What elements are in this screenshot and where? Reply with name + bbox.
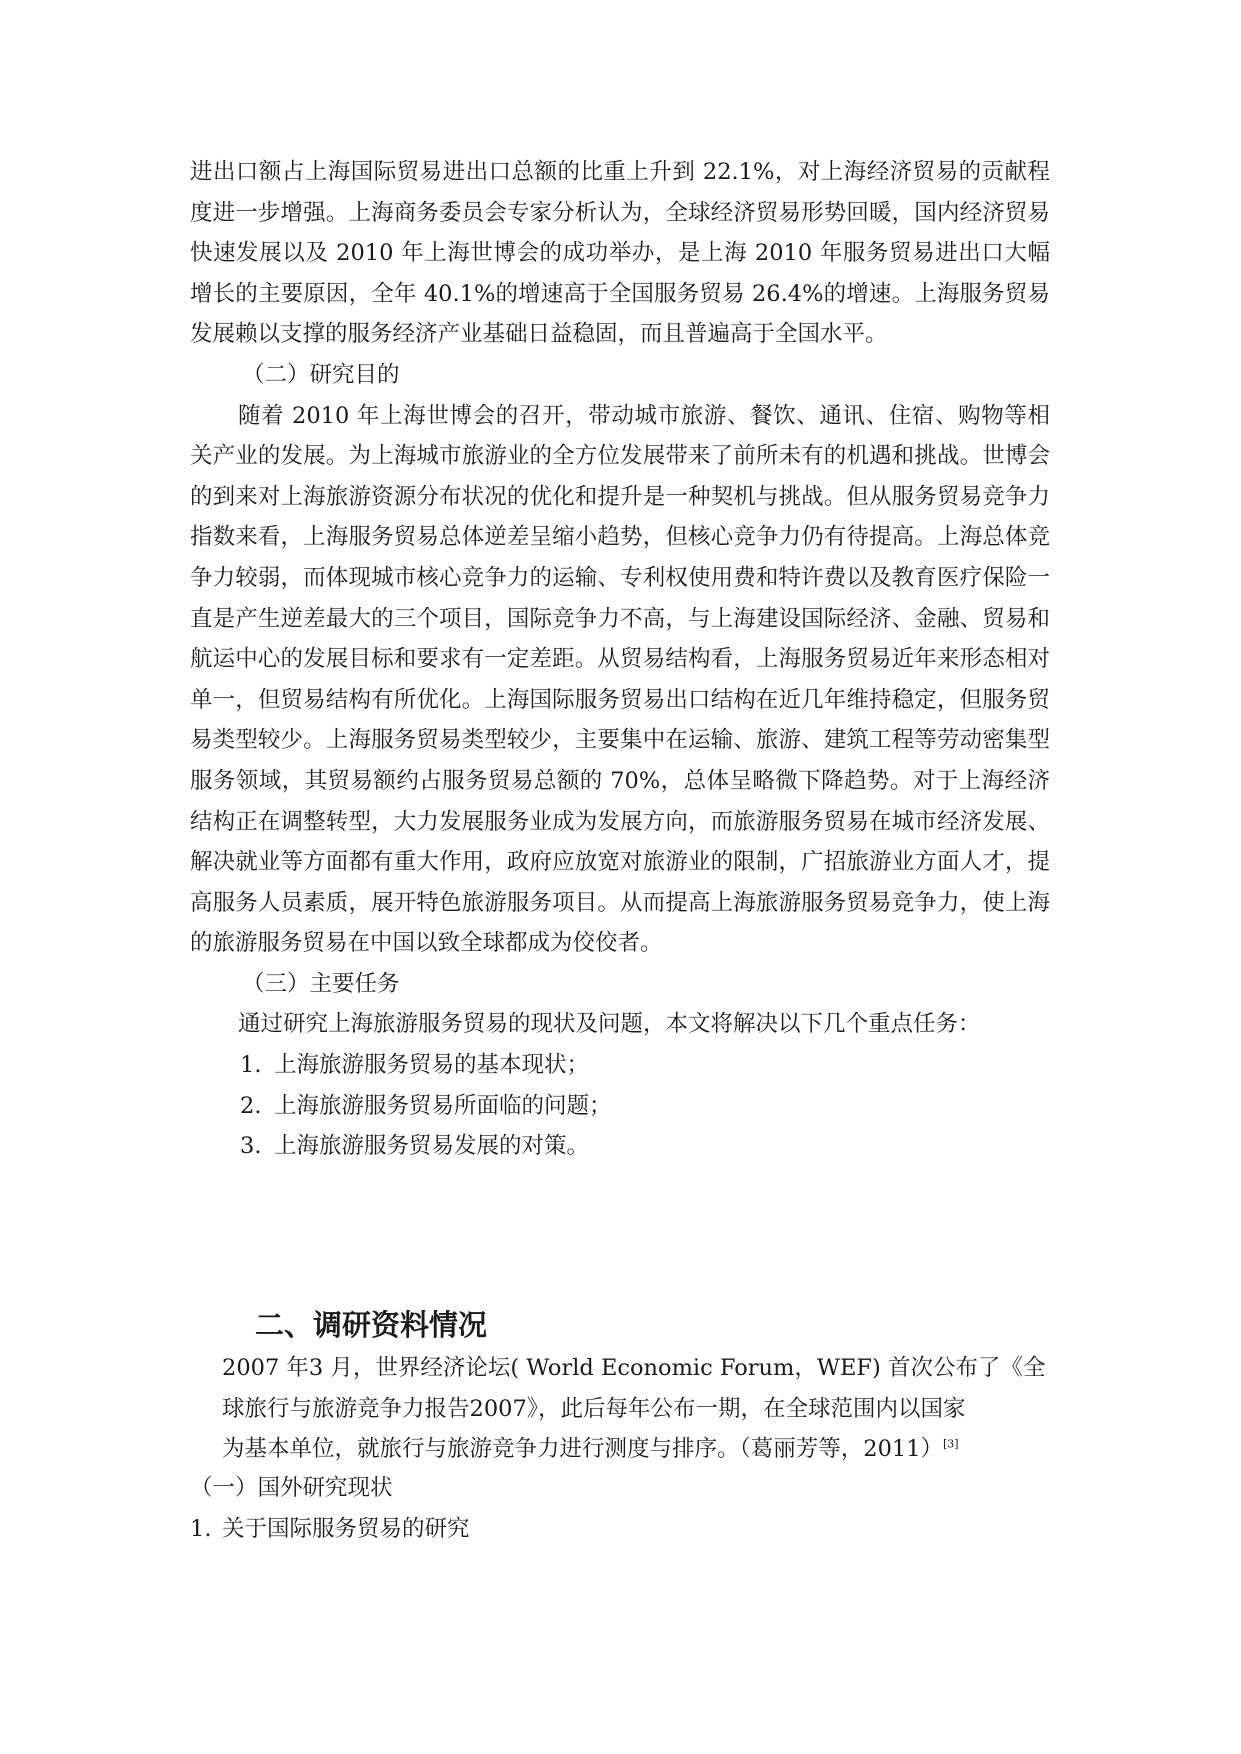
task-number: 2. [240, 1092, 262, 1119]
task-list-item [190, 1086, 1050, 1127]
foreign-research-item [190, 1509, 1050, 1550]
intro-paragraph: 进出口额占上海国际贸易进出口总额的比重上升到 22.1%，对上海经济贸易的贡献程度进一步增强。上海商务委员会专家分析认为，全球经济贸易形势回暖，国内经济贸易快速发展以及 2010 年上海世博会的成功举办，是上海 2010 年服务贸易进出口大幅增长的主要原因，全年 40.1%的增速高于全国服务贸易 26.4%的增速。上海服务贸易发展赖以支撑的服务经济产业基础日益稳固，而且普遍高于全国水平。 [190, 159, 1050, 348]
research-materials-line: 球旅行与旅游竞争力报告2007》，此后每年公布一期，在全球范围内以国家 [222, 1395, 966, 1422]
item-text: 关于国际服务贸易的研究 [222, 1515, 470, 1542]
task-number: 3. [240, 1133, 262, 1160]
task-text: 上海旅游服务贸易所面临的问题； [274, 1092, 612, 1119]
task-list-item [190, 1045, 1050, 1086]
section-heading-research-materials: 二、调研资料情况 [255, 1308, 488, 1342]
research-materials-text: 为基本单位，就旅行与旅游竞争力进行测度与排序。（葛丽芳等，2011） [222, 1436, 944, 1463]
task-list-item [190, 1126, 1050, 1167]
item-number: 1. [190, 1515, 212, 1542]
subsection-heading-research-purpose: （二）研究目的 [242, 361, 400, 388]
research-materials-body [222, 1348, 1072, 1470]
research-materials-line [222, 1429, 1072, 1470]
document-body [190, 152, 1050, 1167]
research-materials-line: 2007 年3 月，世界经济论坛( World Economic Forum，WEF) 首次公布了《全 [222, 1355, 1046, 1381]
main-tasks-intro: 通过研究上海旅游服务贸易的现状及问题，本文将解决以下几个重点任务： [238, 1011, 981, 1038]
foreign-research-section [190, 1468, 1050, 1549]
research-purpose-paragraph: 随着 2010 年上海世博会的召开，带动城市旅游、餐饮、通讯、住宿、购物等相关产业的发展。为上海城市旅游业的全方位发展带来了前所未有的机遇和挑战。世博会的到来对上海旅游资源分布状况的优化和提升是一种契机与挑战。但从服务贸易竞争力指数来看，上海服务贸易总体逆差呈缩小趋势，但核心竞争力仍有待提高。上海总体竞争力较弱，而体现城市核心竞争力的运输、专利权使用费和特许费以及教育医疗保险一直是产生逆差最大的三个项目，国际竞争力不高，与上海建设国际经济、金融、贸易和航运中心的发展目标和要求有一定差距。从贸易结构看，上海服务贸易近年来形态相对单一，但贸易结构有所优化。上海国际服务贸易出口结构在近几年维持稳定，但服务贸易类型较少。上海服务贸易类型较少，主要集中在运输、旅游、建筑工程等劳动密集型服务领域，其贸易额约占服务贸易总额的 70%，总体呈略微下降趋势。对于上海经济结构正在调整转型，大力发展服务业成为发展方向，而旅游服务贸易在城市经济发展、解决就业等方面都有重大作用，政府应放宽对旅游业的限制，广招旅游业方面人才，提高服务人员素质，展开特色旅游服务项目。从而提高上海旅游服务贸易竞争力，使上海的旅游服务贸易在中国以致全球都成为佼佼者。 [190, 402, 1050, 957]
subsection-heading-main-tasks: （三）主要任务 [242, 970, 400, 997]
task-text: 上海旅游服务贸易发展的对策。 [274, 1133, 590, 1160]
citation-reference: [3] [943, 1437, 959, 1451]
task-number: 1. [240, 1052, 262, 1079]
subsection-heading-foreign-research: （一）国外研究现状 [190, 1475, 393, 1501]
task-text: 上海旅游服务贸易的基本现状； [274, 1052, 590, 1079]
